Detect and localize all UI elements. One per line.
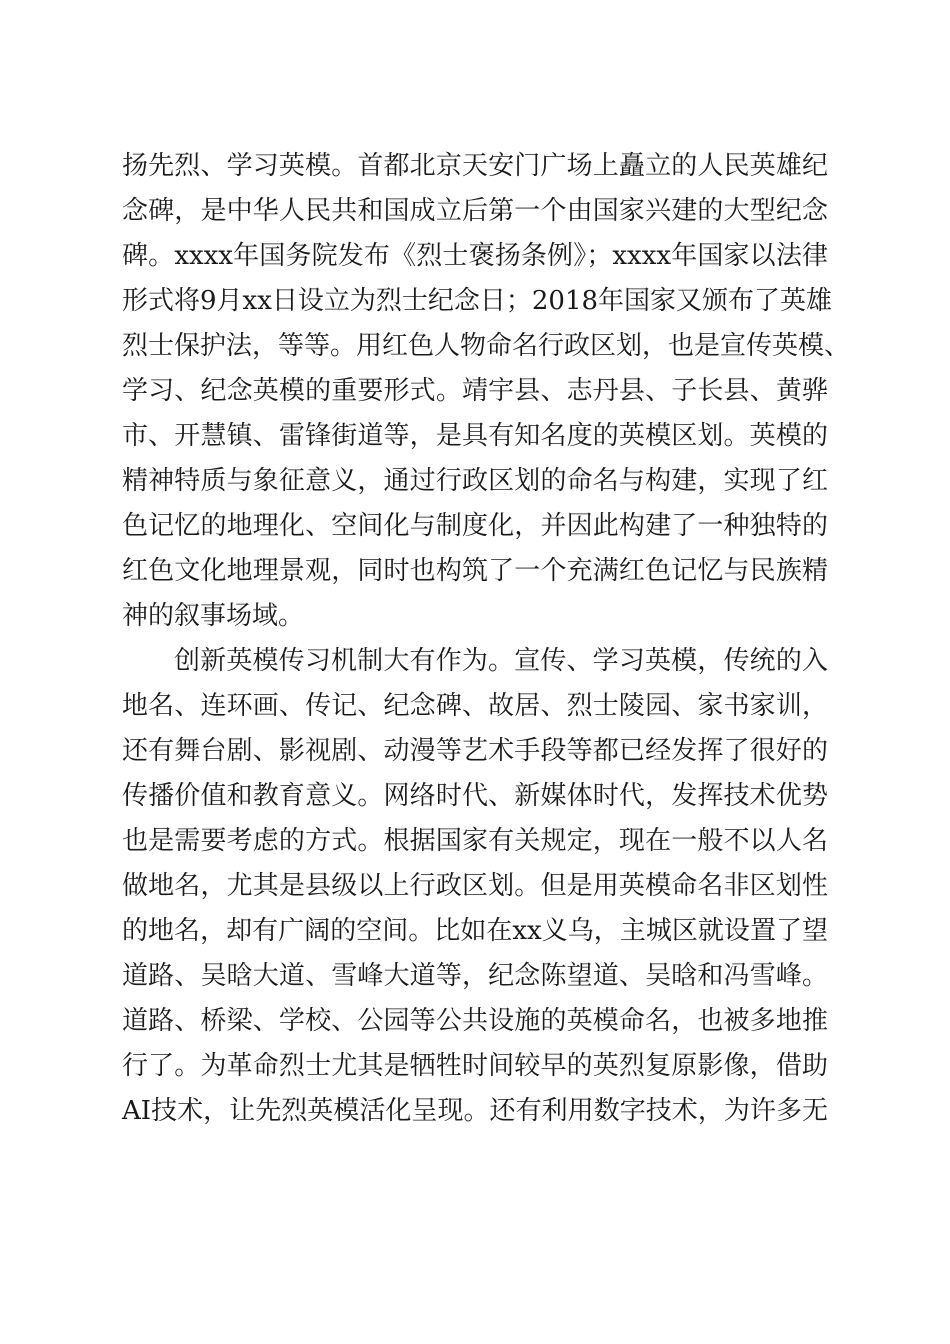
- text-line: 红色文化地理景观，同时也构筑了一个充满红色记忆与民族精: [122, 556, 828, 586]
- text-line: 形式将9月xx日设立为烈士纪念日；2018年国家又颁布了英雄: [122, 286, 833, 316]
- text-line: 烈士保护法，等等。用红色人物命名行政区划，也是宣传英模、: [122, 331, 851, 361]
- text-line: 地名、连环画、传记、纪念碑、故居、烈士陵园、家书家训，: [122, 691, 828, 721]
- paragraph-1: [122, 144, 851, 639]
- text-line: AI技术，让先烈英模活化呈现。还有利用数字技术，为许多无: [122, 1096, 828, 1126]
- text-line: 精神特质与象征意义，通过行政区划的命名与构建，实现了红: [122, 466, 828, 496]
- text-line: 道路、桥梁、学校、公园等公共设施的英模命名，也被多地推: [122, 1006, 828, 1036]
- text-line: 的地名，却有广阔的空间。比如在xx义乌，主城区就设置了望: [122, 916, 828, 946]
- text-line: 创新英模传习机制大有作为。宣传、学习英模，传统的入: [174, 646, 828, 676]
- text-line: 神的叙事场域。: [122, 601, 305, 631]
- text-line: 行了。为革命烈士尤其是牺牲时间较早的英烈复原影像，借助: [122, 1051, 828, 1081]
- text-line: 道路、吴晗大道、雪峰大道等，纪念陈望道、吴晗和冯雪峰。: [122, 961, 828, 991]
- text-line: 也是需要考虑的方式。根据国家有关规定，现在一般不以人名: [122, 826, 828, 856]
- text-line: 色记忆的地理化、空间化与制度化，并因此构建了一种独特的: [122, 511, 828, 541]
- text-line: 做地名，尤其是县级以上行政区划。但是用英模命名非区划性: [122, 871, 828, 901]
- paragraph-2: [122, 639, 828, 1134]
- text-line: 市、开慧镇、雷锋街道等，是具有知名度的英模区划。英模的: [122, 421, 828, 451]
- text-line: 扬先烈、学习英模。首都北京天安门广场上矗立的人民英雄纪: [122, 151, 828, 181]
- text-line: 还有舞台剧、影视剧、动漫等艺术手段等都已经发挥了很好的: [122, 736, 828, 766]
- text-line: 学习、纪念英模的重要形式。靖宇县、志丹县、子长县、黄骅: [122, 376, 828, 406]
- text-line: 念碑，是中华人民共和国成立后第一个由国家兴建的大型纪念: [122, 196, 828, 226]
- text-line: 传播价值和教育意义。网络时代、新媒体时代，发挥技术优势: [122, 781, 828, 811]
- text-line: 碑。xxxx年国务院发布《烈士褒扬条例》；xxxx年国家以法律: [122, 241, 828, 271]
